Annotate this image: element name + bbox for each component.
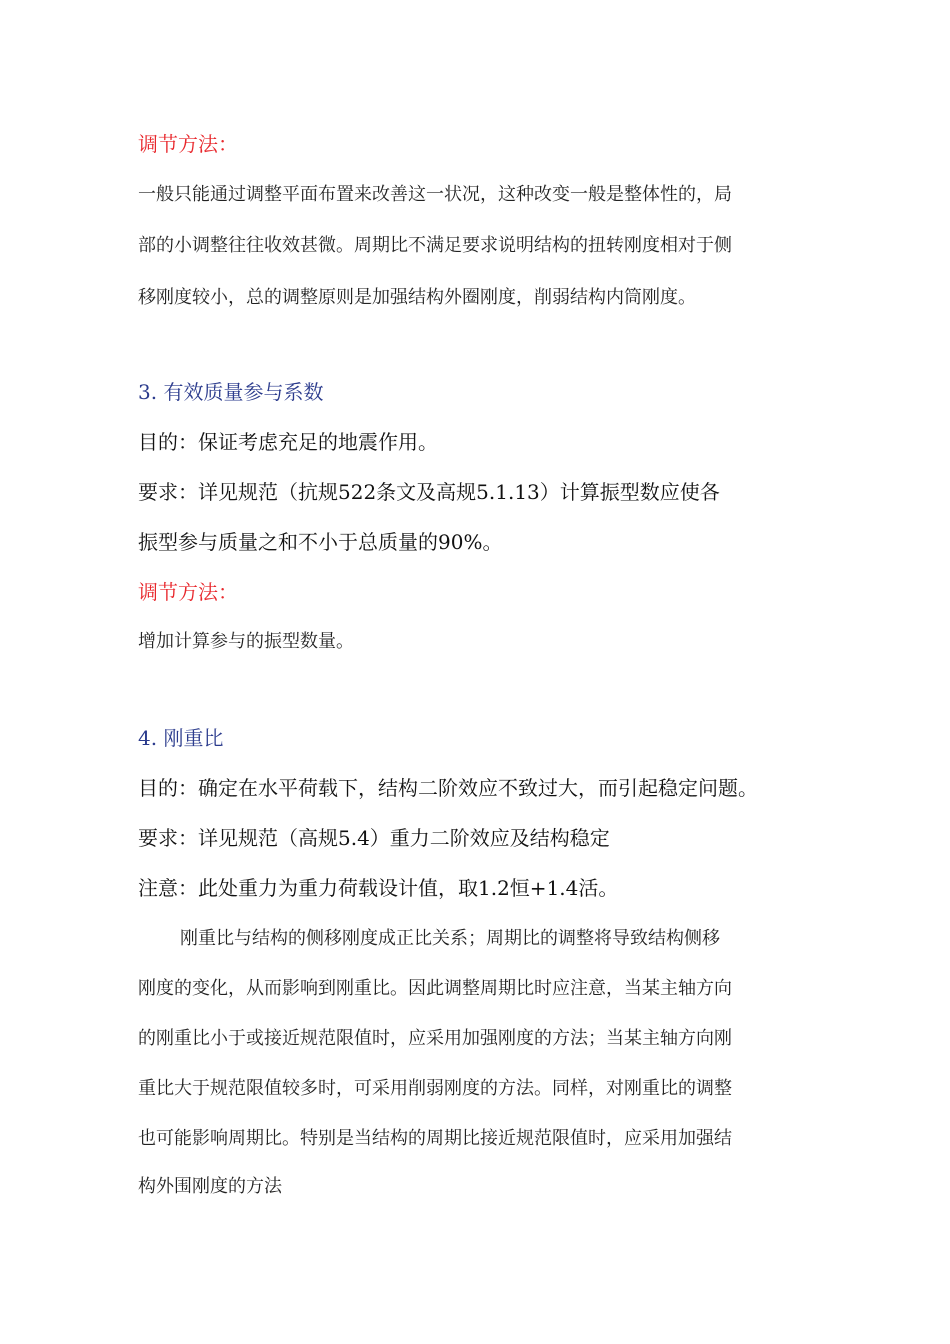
- section-4-title: 4. 刚重比: [138, 726, 224, 750]
- adjust-method-heading: 调节方法：: [138, 580, 238, 604]
- paragraph-line: 移刚度较小，总的调整原则是加强结构外圈刚度，削弱结构内筒刚度。: [138, 287, 696, 308]
- paragraph-line: 也可能影响周期比。特别是当结构的周期比接近规范限值时，应采用加强结: [138, 1128, 732, 1149]
- paragraph-line: 一般只能通过调整平面布置来改善这一状况，这种改变一般是整体性的，局: [138, 184, 732, 205]
- section-4-purpose: 目的：确定在水平荷载下，结构二阶效应不致过大，而引起稳定问题。: [138, 776, 758, 800]
- section-3-requirement: 要求：详见规范（抗规522条文及高规5.1.13）计算振型数应使各: [138, 480, 720, 504]
- section-3-purpose: 目的：保证考虑充足的地震作用。: [138, 430, 438, 454]
- paragraph-line: 刚重比与结构的侧移刚度成正比关系；周期比的调整将导致结构侧移: [180, 928, 720, 949]
- section-3-requirement-cont: 振型参与质量之和不小于总质量的90%。: [138, 530, 503, 554]
- section-4-note: 注意：此处重力为重力荷载设计值，取1.2恒+1.4活。: [138, 876, 619, 900]
- paragraph-line: 构外围刚度的方法: [138, 1176, 282, 1197]
- section-4-requirement: 要求：详见规范（高规5.4）重力二阶效应及结构稳定: [138, 826, 610, 850]
- paragraph-line: 重比大于规范限值较多时，可采用削弱刚度的方法。同样，对刚重比的调整: [138, 1078, 732, 1099]
- section-3-title: 3. 有效质量参与系数: [138, 380, 324, 404]
- paragraph-line: 部的小调整往往收效甚微。周期比不满足要求说明结构的扭转刚度相对于侧: [138, 235, 732, 256]
- section-3-adjust-text: 增加计算参与的振型数量。: [138, 631, 354, 652]
- paragraph-line: 刚度的变化，从而影响到刚重比。因此调整周期比时应注意，当某主轴方向: [138, 978, 732, 999]
- adjust-method-heading: 调节方法：: [138, 132, 238, 156]
- paragraph-line: 的刚重比小于或接近规范限值时，应采用加强刚度的方法；当某主轴方向刚: [138, 1028, 732, 1049]
